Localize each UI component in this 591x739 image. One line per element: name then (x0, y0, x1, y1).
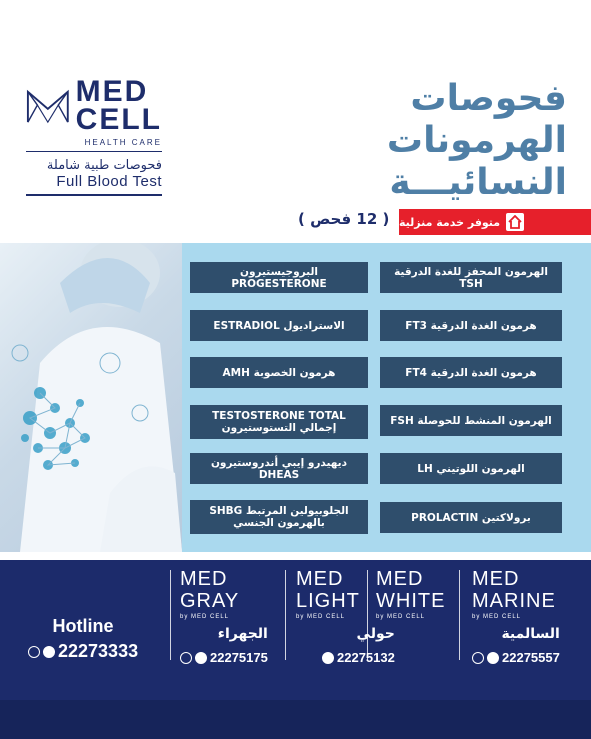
branch-marine-phone[interactable]: 22275557 (502, 650, 560, 665)
test-ft3: هرمون الغدة الدرقية FT3 (380, 310, 562, 341)
test-fsh: الهرمون المنشط للحوصلة FSH (380, 405, 562, 436)
test-prolactin: برولاكتين PROLACTIN (380, 502, 562, 533)
logo-subtitle: HEALTH CARE (84, 138, 162, 147)
branch-marine-by: by MED CELL (472, 614, 522, 620)
logo-line1: MED (75, 75, 149, 108)
page-title (307, 78, 567, 204)
test-amh: هرمون الخصوبة AMH (190, 357, 368, 388)
branch-white (376, 568, 445, 620)
doctor-illustration (0, 243, 182, 552)
branch-marine-area: السالمية (501, 626, 560, 642)
footer-divider (170, 570, 171, 660)
logo-block (26, 75, 162, 196)
branch-marine-word1: MED (472, 568, 520, 590)
branch-white-by: by MED CELL (376, 614, 426, 620)
branch-light-word1: MED (296, 568, 344, 590)
branch-hawally-area: حولي (356, 626, 395, 642)
hotline-number[interactable]: 22273333 (58, 641, 139, 661)
branch-hawally (322, 626, 395, 665)
test-lh: الهرمون اللوتيني LH (380, 453, 562, 484)
whatsapp-icon (487, 652, 499, 664)
test-tsh: الهرمون المحفز للغدة الدرقية TSH (380, 262, 562, 293)
home-service-text: متوفر خدمة منزلية (399, 215, 501, 229)
phone-icon (472, 652, 484, 664)
whatsapp-icon (195, 652, 207, 664)
test-estradiol: الاستراديول ESTRADIOL (190, 310, 368, 341)
test-ft4: هرمون الغدة الدرقية FT4 (380, 357, 562, 388)
logo-line2: CELL (75, 103, 162, 136)
title-line-3: النسائيـــة (389, 162, 567, 203)
phone-icon (28, 646, 40, 658)
branch-gray-area: الجهراء (217, 626, 268, 642)
tagline-arabic: فحوصات طبية شاملة (46, 158, 162, 173)
branch-light-word2: LIGHT (296, 590, 360, 612)
branch-hawally-phone[interactable]: 22275132 (337, 650, 395, 665)
title-line-1: فحوصات (410, 78, 567, 119)
phone-icon (180, 652, 192, 664)
branch-gray-word2: GRAY (180, 590, 240, 612)
branch-gray-phone[interactable]: 22275175 (210, 650, 268, 665)
footer-divider (285, 570, 286, 660)
branch-marine (472, 568, 560, 665)
test-progesterone: البروجيستيرون PROGESTERONE (190, 262, 368, 293)
hotline-label: Hotline (52, 616, 114, 636)
tagline-divider (26, 194, 162, 196)
hotline (28, 616, 138, 662)
home-icon (506, 213, 524, 231)
logo-divider (26, 151, 162, 152)
medcell-logo-icon (26, 87, 70, 125)
branch-white-word1: MED (376, 568, 424, 590)
doctor-photo (0, 243, 182, 552)
branch-light (296, 568, 360, 620)
branch-gray-by: by MED CELL (180, 614, 230, 620)
footer-bottom-band (0, 700, 591, 739)
title-line-2: الهرمونات (386, 120, 567, 161)
tagline-english: Full Blood Test (56, 173, 162, 190)
branch-marine-word2: MARINE (472, 590, 556, 612)
whatsapp-icon (322, 652, 334, 664)
test-testosterone: TESTOSTERONE TOTAL إجمالي التستوستيرون (190, 405, 368, 439)
home-service-badge (399, 209, 591, 235)
test-shbg: الجلوبيولين المرتبط SHBG بالهرمون الجنسي (190, 500, 368, 534)
branch-light-by: by MED CELL (296, 614, 346, 620)
branch-gray (180, 568, 268, 665)
branch-white-word2: WHITE (376, 590, 446, 612)
whatsapp-icon (43, 646, 55, 658)
test-count: ( 12 فحص ) (298, 210, 390, 228)
test-dheas: ديهيدرو إيبي أندروستيرون DHEAS (190, 453, 368, 484)
branch-gray-word1: MED (180, 568, 228, 590)
footer-divider (459, 570, 460, 660)
